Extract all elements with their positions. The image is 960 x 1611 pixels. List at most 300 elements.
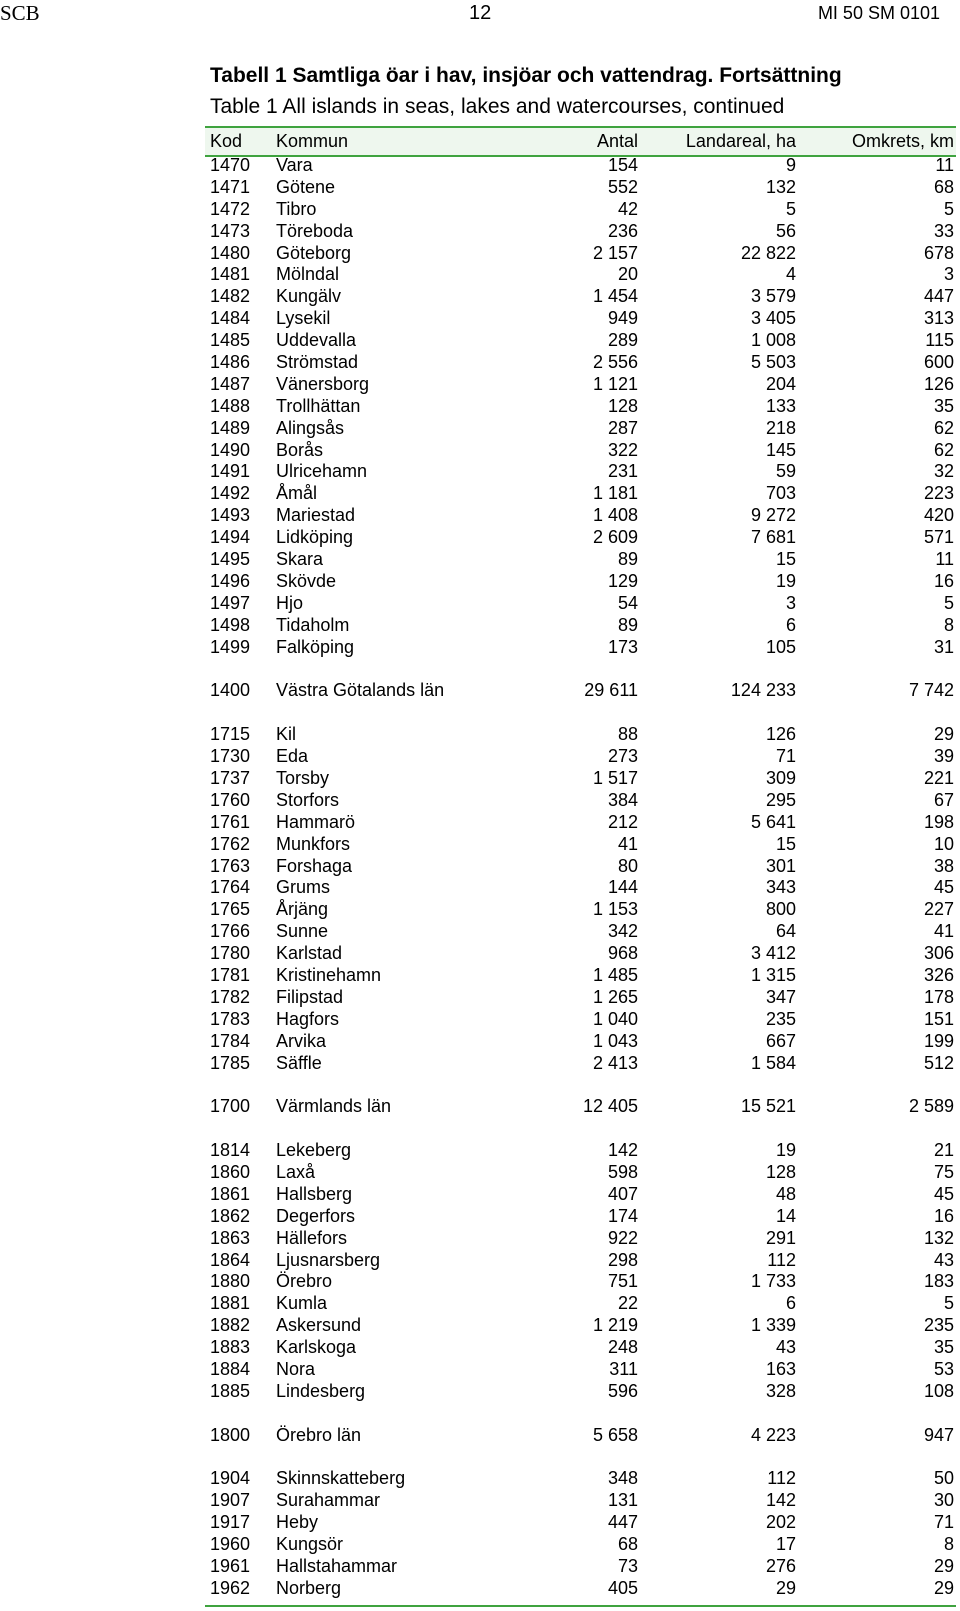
cell-kod: 1473 (210, 220, 251, 241)
cell-kommun: Örebro (276, 1271, 333, 1292)
table-row (205, 571, 956, 593)
cell-omkrets: 45 (933, 877, 954, 898)
cell-kod: 1737 (210, 767, 251, 788)
cell-landareal: 132 (765, 176, 796, 197)
table-row (205, 746, 956, 768)
cell-antal: 142 (607, 1140, 638, 1161)
cell-landareal: 163 (765, 1358, 796, 1379)
cell-antal: 20 (617, 264, 638, 285)
cell-omkrets: 29 (933, 724, 954, 745)
table-row (205, 418, 956, 440)
cell-landareal: 204 (765, 373, 796, 394)
cell-kod: 1881 (210, 1293, 251, 1314)
cell-kod: 1885 (210, 1380, 251, 1401)
table-header (205, 126, 956, 157)
cell-antal: 342 (607, 921, 638, 942)
cell-antal: 348 (607, 1468, 638, 1489)
table-row (205, 1315, 956, 1337)
table-row (205, 768, 956, 790)
cell-omkrets: 53 (933, 1358, 954, 1379)
cell-landareal: 71 (775, 746, 796, 767)
cell-landareal: 4 (785, 264, 796, 285)
cell-kod: 1761 (210, 811, 251, 832)
cell-omkrets: 313 (923, 308, 954, 329)
table-row (205, 1534, 956, 1556)
cell-kod: 1917 (210, 1512, 251, 1533)
cell-antal: 88 (617, 724, 638, 745)
cell-antal: 2 157 (592, 242, 638, 263)
cell-kod: 1471 (210, 176, 251, 197)
cell-omkrets: 16 (933, 1205, 954, 1226)
cell-kod: 1486 (210, 352, 251, 373)
cell-kod: 1860 (210, 1161, 251, 1182)
table-row (205, 856, 956, 878)
cell-kommun: Hjo (276, 592, 304, 613)
cell-omkrets: 326 (923, 964, 954, 985)
cell-landareal: 105 (765, 636, 796, 657)
cell-kod: 1764 (210, 877, 251, 898)
table-row (205, 549, 956, 571)
cell-kod: 1907 (210, 1490, 251, 1511)
cell-kod: 1863 (210, 1227, 251, 1248)
cell-kommun: Forshaga (276, 855, 353, 876)
cell-omkrets: 183 (923, 1271, 954, 1292)
cell-kod: 1495 (210, 549, 251, 570)
table-row (205, 1293, 956, 1315)
cell-kod: 1482 (210, 286, 251, 307)
cell-landareal: 112 (767, 1468, 796, 1489)
cell-kommun: Kungsör (276, 1534, 344, 1555)
cell-landareal: 15 (775, 833, 796, 854)
cell-omkrets: 16 (933, 570, 954, 591)
cell-landareal: 6 (785, 1293, 796, 1314)
table-row (205, 155, 956, 177)
cell-antal: 236 (607, 220, 638, 241)
cell-landareal: 29 (775, 1577, 796, 1598)
cell-omkrets: 62 (933, 417, 954, 438)
cell-antal: 949 (607, 308, 638, 329)
cell-antal: 2 556 (592, 352, 638, 373)
table-row (205, 724, 956, 746)
cell-landareal: 4 223 (750, 1424, 796, 1445)
table-row (205, 1009, 956, 1031)
cell-kommun: Vara (276, 155, 313, 175)
cell-kommun: Åmål (276, 483, 318, 504)
cell-omkrets: 35 (933, 395, 954, 416)
table-row (205, 221, 956, 243)
cell-kommun: Filipstad (276, 986, 344, 1007)
table-row (205, 1556, 956, 1578)
cell-antal: 289 (607, 330, 638, 351)
cell-omkrets: 8 (943, 1534, 954, 1555)
cell-antal: 12 405 (582, 1096, 638, 1117)
cell-kod: 1814 (210, 1140, 251, 1161)
cell-antal: 212 (607, 811, 638, 832)
cell-omkrets: 221 (923, 767, 954, 788)
cell-omkrets: 7 742 (908, 680, 954, 701)
table-row (205, 1031, 956, 1053)
table-row (205, 899, 956, 921)
cell-kod: 1763 (210, 855, 251, 876)
table-row (205, 330, 956, 352)
cell-kommun: Västra Götalands län (276, 680, 445, 701)
cell-omkrets: 32 (933, 461, 954, 482)
cell-landareal: 309 (765, 767, 796, 788)
cell-kommun: Värmlands län (276, 1096, 392, 1117)
cell-kod: 1783 (210, 1008, 251, 1029)
cell-kod: 1499 (210, 636, 251, 657)
cell-kod: 1730 (210, 746, 251, 767)
table-row (205, 461, 956, 483)
cell-antal: 1 219 (592, 1315, 638, 1336)
cell-omkrets: 512 (923, 1052, 954, 1073)
cell-landareal: 5 503 (750, 352, 796, 373)
cell-antal: 405 (607, 1577, 638, 1598)
cell-omkrets: 39 (933, 746, 954, 767)
cell-antal: 1 043 (592, 1030, 638, 1051)
cell-antal: 89 (617, 549, 638, 570)
cell-landareal: 343 (765, 877, 796, 898)
publisher-label: SCB (0, 1, 40, 25)
cell-landareal: 3 (785, 592, 796, 613)
cell-omkrets: 198 (923, 811, 954, 832)
cell-omkrets: 126 (923, 373, 954, 394)
table-row (205, 790, 956, 812)
cell-antal: 1 153 (592, 899, 638, 920)
cell-landareal: 3 579 (750, 286, 796, 307)
cell-omkrets: 50 (933, 1468, 954, 1489)
cell-kommun: Vänersborg (276, 373, 370, 394)
cell-kommun: Heby (276, 1512, 319, 1533)
cell-kommun: Skara (276, 549, 324, 570)
cell-antal: 248 (607, 1337, 638, 1358)
cell-antal: 80 (617, 855, 638, 876)
cell-antal: 73 (617, 1556, 638, 1576)
cell-landareal: 1 733 (750, 1271, 796, 1292)
cell-kod: 1962 (210, 1577, 251, 1598)
cell-antal: 1 517 (592, 767, 638, 788)
table-row (205, 1359, 956, 1381)
cell-antal: 311 (609, 1358, 638, 1379)
cell-landareal: 22 822 (740, 242, 796, 263)
cell-antal: 384 (607, 789, 638, 810)
table-row (205, 921, 956, 943)
cell-omkrets: 5 (943, 592, 954, 613)
table-row (205, 593, 956, 615)
cell-antal: 173 (607, 636, 638, 657)
cell-omkrets: 420 (923, 505, 954, 526)
cell-antal: 447 (607, 1512, 638, 1533)
cell-landareal: 133 (765, 395, 796, 416)
cell-antal: 42 (617, 198, 638, 219)
cell-landareal: 9 (785, 155, 796, 175)
cell-kod: 1884 (210, 1358, 251, 1379)
table-row (205, 615, 956, 637)
cell-kommun: Grums (276, 877, 330, 898)
cell-kod: 1862 (210, 1205, 251, 1226)
cell-landareal: 301 (765, 855, 796, 876)
cell-kommun: Nora (276, 1358, 316, 1379)
table-row (205, 1228, 956, 1250)
cell-omkrets: 45 (933, 1183, 954, 1204)
cell-landareal: 6 (785, 614, 796, 635)
cell-landareal: 5 641 (750, 811, 796, 832)
cell-landareal: 1 315 (750, 964, 796, 985)
cell-kod: 1472 (210, 198, 251, 219)
cell-antal: 1 040 (592, 1008, 638, 1029)
cell-antal: 1 454 (592, 286, 638, 307)
cell-landareal: 1 008 (750, 330, 796, 351)
cell-landareal: 145 (765, 439, 796, 460)
cell-landareal: 3 405 (750, 308, 796, 329)
cell-kod: 1715 (210, 724, 251, 745)
cell-omkrets: 115 (925, 330, 954, 351)
cell-kod: 1904 (210, 1468, 251, 1489)
cell-antal: 144 (607, 877, 638, 898)
cell-landareal: 19 (775, 1140, 796, 1161)
table-row (205, 1140, 956, 1162)
table-row (205, 1162, 956, 1184)
cell-antal: 231 (607, 461, 638, 482)
cell-antal: 322 (607, 439, 638, 460)
table-title: Tabell 1 Samtliga öar i hav, insjöar och vattendrag. Fortsättning (210, 64, 842, 87)
table-row (205, 1578, 956, 1600)
cell-kommun: Skinnskatteberg (276, 1468, 406, 1489)
cell-kommun: Mariestad (276, 505, 356, 526)
cell-omkrets: 108 (923, 1380, 954, 1401)
table-row (205, 286, 956, 308)
cell-omkrets: 947 (923, 1424, 954, 1445)
cell-antal: 1 181 (592, 483, 638, 504)
report-id: MI 50 SM 0101 (817, 3, 940, 23)
cell-kod: 1496 (210, 570, 251, 591)
cell-omkrets: 10 (933, 833, 954, 854)
cell-omkrets: 11 (935, 155, 954, 175)
table-row (205, 965, 956, 987)
cell-antal: 2 609 (592, 527, 638, 548)
cell-kommun: Hällefors (276, 1227, 348, 1248)
cell-omkrets: 8 (943, 614, 954, 635)
cell-landareal: 7 681 (750, 527, 796, 548)
cell-landareal: 328 (765, 1380, 796, 1401)
cell-kommun: Alingsås (276, 417, 345, 438)
cell-kod: 1766 (210, 921, 251, 942)
cell-omkrets: 235 (923, 1315, 954, 1336)
cell-kommun: Göteborg (276, 242, 352, 263)
cell-omkrets: 178 (923, 986, 954, 1007)
cell-kommun: Kungälv (276, 286, 342, 307)
cell-omkrets: 223 (923, 483, 954, 504)
cell-landareal: 218 (765, 417, 796, 438)
cell-kod: 1488 (210, 395, 251, 416)
cell-landareal: 295 (765, 789, 796, 810)
cell-landareal: 9 272 (750, 505, 796, 526)
cell-kommun: Årjäng (276, 899, 329, 920)
cell-kod: 1882 (210, 1315, 251, 1336)
cell-kommun: Lekeberg (276, 1140, 352, 1161)
cell-kommun: Storfors (276, 789, 340, 810)
cell-antal: 1 121 (592, 373, 638, 394)
cell-landareal: 15 521 (740, 1096, 796, 1117)
cell-kod: 1493 (210, 505, 251, 526)
cell-omkrets: 678 (923, 242, 954, 263)
cell-kommun: Torsby (276, 767, 330, 788)
cell-antal: 41 (617, 833, 638, 854)
cell-antal: 131 (607, 1490, 638, 1511)
cell-antal: 128 (607, 395, 638, 416)
cell-antal: 174 (607, 1205, 638, 1226)
table-row (205, 812, 956, 834)
table-row (205, 987, 956, 1009)
cell-kod: 1497 (210, 592, 251, 613)
cell-antal: 154 (607, 155, 638, 175)
cell-landareal: 126 (765, 724, 796, 745)
cell-omkrets: 38 (933, 855, 954, 876)
cell-antal: 129 (607, 570, 638, 591)
table-row (205, 680, 956, 702)
cell-antal: 1 485 (592, 964, 638, 985)
table-body (205, 155, 956, 1600)
table-bottom-rule (205, 1605, 956, 1607)
cell-kommun: Laxå (276, 1161, 316, 1182)
cell-kod: 1960 (210, 1534, 251, 1555)
cell-kommun: Askersund (276, 1315, 362, 1336)
cell-omkrets: 29 (933, 1556, 954, 1576)
cell-omkrets: 35 (933, 1337, 954, 1358)
table-row (205, 1468, 956, 1490)
cell-kommun: Hallsberg (276, 1183, 353, 1204)
cell-omkrets: 43 (933, 1249, 954, 1270)
table-row (205, 1053, 956, 1075)
cell-antal: 922 (607, 1227, 638, 1248)
cell-landareal: 291 (765, 1227, 796, 1248)
cell-landareal: 703 (765, 483, 796, 504)
cell-kommun: Tibro (276, 198, 317, 219)
cell-kod: 1880 (210, 1271, 251, 1292)
cell-antal: 68 (617, 1534, 638, 1555)
cell-kod: 1700 (210, 1096, 251, 1117)
cell-kommun: Ulricehamn (276, 461, 368, 482)
cell-kod: 1498 (210, 614, 251, 635)
cell-kod: 1400 (210, 680, 251, 701)
cell-omkrets: 2 589 (908, 1096, 954, 1117)
cell-omkrets: 306 (923, 943, 954, 964)
cell-kod: 1485 (210, 330, 251, 351)
table-subtitle: Table 1 All islands in seas, lakes and watercourses, continued (210, 95, 785, 118)
cell-kod: 1762 (210, 833, 251, 854)
cell-kommun: Lindesberg (276, 1380, 366, 1401)
column-header-kod: Kod (210, 131, 243, 151)
cell-omkrets: 75 (933, 1161, 954, 1182)
cell-landareal: 128 (765, 1161, 796, 1182)
table-row (205, 637, 956, 659)
cell-antal: 552 (607, 176, 638, 197)
table-row (205, 440, 956, 462)
cell-omkrets: 199 (923, 1030, 954, 1051)
column-header-kommun: Kommun (276, 131, 349, 151)
cell-omkrets: 41 (933, 921, 954, 942)
cell-omkrets: 447 (923, 286, 954, 307)
cell-landareal: 64 (775, 921, 796, 942)
table-row (205, 352, 956, 374)
cell-landareal: 667 (765, 1030, 796, 1051)
cell-kod: 1861 (210, 1183, 251, 1204)
cell-kod: 1765 (210, 899, 251, 920)
table-row (205, 1512, 956, 1534)
cell-kommun: Hagfors (276, 1008, 340, 1029)
cell-kommun: Mölndal (276, 264, 340, 285)
table-row (205, 1337, 956, 1359)
cell-omkrets: 5 (943, 198, 954, 219)
cell-antal: 598 (607, 1161, 638, 1182)
table-row (205, 199, 956, 221)
cell-omkrets: 67 (933, 789, 954, 810)
table-row (205, 1381, 956, 1403)
cell-kod: 1470 (210, 155, 251, 175)
cell-omkrets: 62 (933, 439, 954, 460)
cell-landareal: 112 (767, 1249, 796, 1270)
cell-kommun: Karlskoga (276, 1337, 357, 1358)
cell-kod: 1782 (210, 986, 251, 1007)
table-row (205, 396, 956, 418)
cell-kommun: Strömstad (276, 352, 359, 373)
cell-omkrets: 3 (943, 264, 954, 285)
cell-landareal: 5 (785, 198, 796, 219)
cell-kommun: Eda (276, 746, 309, 767)
cell-kommun: Töreboda (276, 220, 354, 241)
cell-kod: 1781 (210, 964, 251, 985)
column-header-omkrets: Omkrets, km (852, 131, 954, 151)
cell-kommun: Falköping (276, 636, 355, 657)
cell-antal: 22 (617, 1293, 638, 1314)
cell-omkrets: 227 (923, 899, 954, 920)
table-row (205, 1206, 956, 1228)
cell-kommun: Sunne (276, 921, 329, 942)
cell-kommun: Borås (276, 439, 324, 460)
table-row (205, 177, 956, 199)
cell-antal: 29 611 (584, 680, 638, 701)
cell-kod: 1780 (210, 943, 251, 964)
cell-omkrets: 11 (935, 549, 954, 570)
table-row (205, 1250, 956, 1272)
cell-kod: 1784 (210, 1030, 251, 1051)
table-row (205, 943, 956, 965)
cell-kod: 1961 (210, 1556, 251, 1576)
cell-landareal: 56 (775, 220, 796, 241)
cell-landareal: 48 (775, 1183, 796, 1204)
table-row (205, 527, 956, 549)
cell-landareal: 124 233 (730, 680, 796, 701)
cell-landareal: 1 339 (750, 1315, 796, 1336)
cell-kommun: Trollhättan (276, 395, 361, 416)
cell-omkrets: 600 (923, 352, 954, 373)
cell-landareal: 800 (765, 899, 796, 920)
table-row (205, 483, 956, 505)
table-row (205, 834, 956, 856)
cell-omkrets: 5 (943, 1293, 954, 1314)
cell-landareal: 276 (765, 1556, 796, 1576)
cell-kod: 1491 (210, 461, 251, 482)
cell-omkrets: 33 (933, 220, 954, 241)
cell-landareal: 3 412 (750, 943, 796, 964)
cell-kommun: Säffle (276, 1052, 322, 1073)
cell-kod: 1487 (210, 373, 251, 394)
cell-antal: 54 (617, 592, 638, 613)
cell-kod: 1785 (210, 1052, 251, 1073)
cell-kommun: Arvika (276, 1030, 327, 1051)
cell-landareal: 202 (765, 1512, 796, 1533)
cell-antal: 2 413 (592, 1052, 638, 1073)
